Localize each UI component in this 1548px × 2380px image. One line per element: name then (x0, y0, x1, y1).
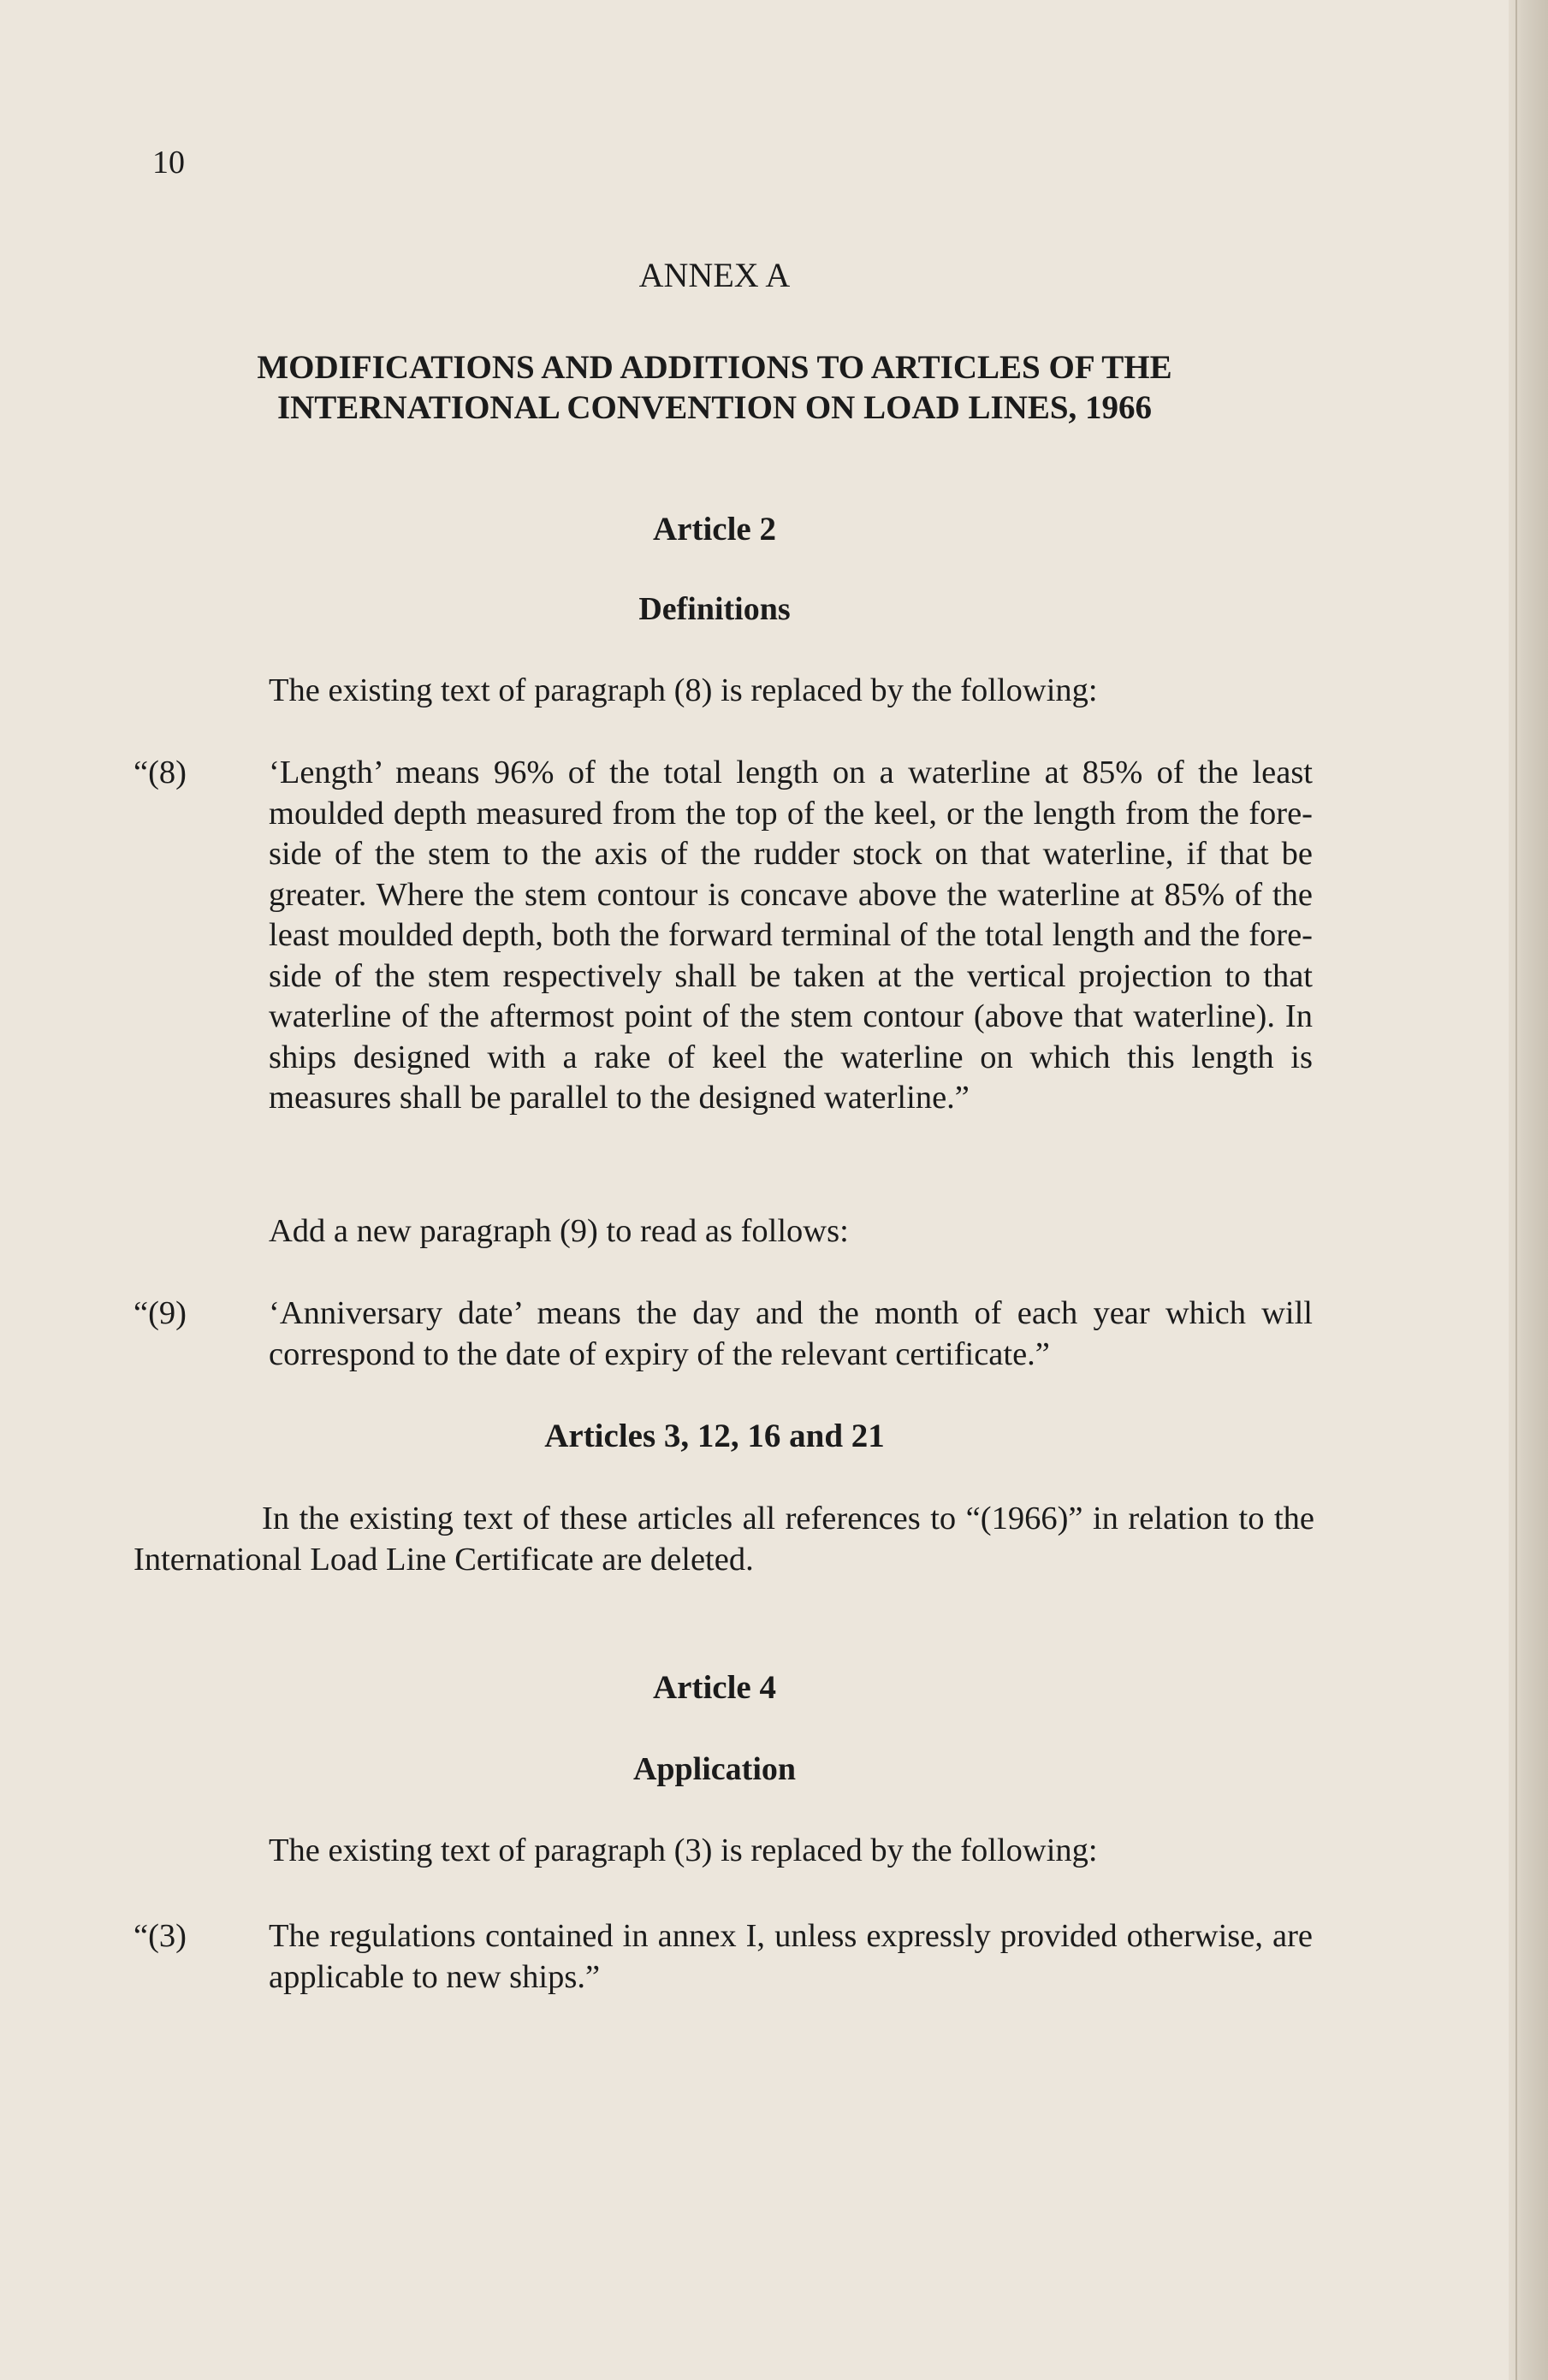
article-2-intro-2: Add a new paragraph (9) to read as follows: (269, 1213, 849, 1249)
paragraph-3-number: “(3) (133, 1918, 187, 1954)
main-heading-line-1: MODIFICATIONS AND ADDITIONS TO ARTICLES OF THE (257, 349, 1172, 386)
main-heading (128, 347, 1301, 428)
paragraph-9-text: ‘Anniversary date’ means the day and the month of each year which will correspond to the date of expiry of the relevant certificate.” (269, 1295, 1313, 1372)
article-2-heading: Article 2 (652, 511, 776, 548)
page-edge-shadow (1509, 0, 1548, 2380)
paragraph-8-text: ‘Length’ means 96% of the total length on a waterline at 85% of the least moulded depth measured from the top of the keel, or the length from the fore-side of the stem to the axis of the rudder stock on that waterline, if that be greater. Where the stem contour is concave above the waterline at 85% of the least moulded depth, both the forward terminal of the total length and the fore-side of the stem respectively shall be taken at the vertical projection to that waterline of the aftermost point of the stem contour (above that waterline). In ships designed with a rake of keel the waterline on which this length is measures shall be parallel to the designed waterline.” (269, 755, 1313, 1116)
articles-3-12-16-21-heading: Articles 3, 12, 16 and 21 (544, 1418, 885, 1454)
paragraph-9-number: “(9) (133, 1295, 187, 1331)
application-heading: Application (632, 1751, 797, 1787)
main-heading-line-2: INTERNATIONAL CONVENTION ON LOAD LINES, 1966 (276, 389, 1153, 426)
page-number: 10 (152, 145, 185, 181)
definitions-heading: Definitions (638, 591, 791, 627)
annex-title: ANNEX A (638, 256, 791, 294)
articles-3-12-16-21-text: In the existing text of these articles all references to “(1966)” in relation to the International Load Line Certificate are deleted. (133, 1501, 1314, 1578)
paragraph-8-number: “(8) (133, 755, 187, 790)
page-edge-line (1515, 0, 1517, 2380)
article-4-intro: The existing text of paragraph (3) is replaced by the following: (269, 1832, 1098, 1868)
paragraph-3-text: The regulations contained in annex I, unless expressly provided otherwise, are applicable to new ships.” (269, 1918, 1313, 1995)
article-4-heading: Article 4 (652, 1669, 776, 1706)
article-2-intro: The existing text of paragraph (8) is replaced by the following: (269, 672, 1098, 708)
